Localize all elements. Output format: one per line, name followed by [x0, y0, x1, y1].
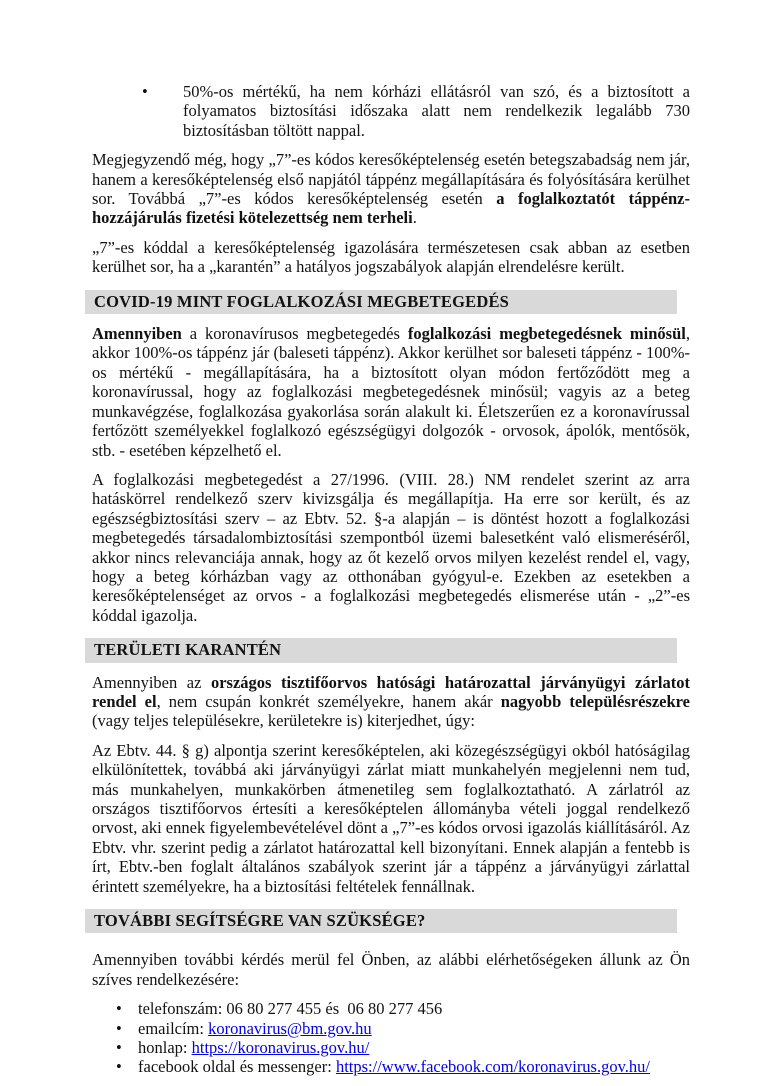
list-item-phone [92, 999, 690, 1018]
list-item-website [92, 1038, 690, 1057]
paragraph-ebtv-44 [92, 741, 690, 896]
section-header-covid-foglalkozasi: COVID-19 MINT FOGLALKOZÁSI MEGBETEGEDÉS [85, 290, 677, 314]
bullet-marker: • [116, 1018, 122, 1038]
text-segment: Az Ebtv. 44. § g) alpontja szerint keresőképtelen, aki közegészségügyi okból hatóságilag elkülönítettek, továbbá aki járványügyi zárlat miatt munkahelyén megjelenni nem tud, más munkahelyen, munkakörben átmenetileg sem foglalkoztatható. A zárlatról az országos tisztifőorvos értesíti a keresőképtelen állományba vételi joggal rendelkező orvost, aki ennek figyelembevételével dönt a „7”-es kódos orvosi igazolás kiállításáról. Az Ebtv. vhr. szerint pedig a zárlatot határozattal kell bizonyítani. Ennek alapján a fentebb is írt, Ebtv.-ben foglalt általános szabályok szerint jár a táppénz a járványügyi zárlattal érintett személyekre, ha a biztosítási feltételek fennállnak. [92, 740, 690, 896]
text-segment: . [412, 208, 417, 228]
text-segment: foglalkozási megbetegedésnek minősül [407, 324, 686, 344]
paragraph-amennyiben-koronavirusos [92, 324, 690, 460]
contact-list [92, 999, 690, 1077]
text-segment: Amennyiben az [92, 672, 211, 692]
paragraph-foglalkozasi-megbetegedest [92, 470, 690, 625]
bullet-marker: • [116, 999, 122, 1019]
paragraph-hetes-koddal [92, 238, 690, 277]
text-segment: , nem csupán konkrét személyekre, hanem akár [156, 691, 501, 711]
hyperlink[interactable]: https://koronavirus.gov.hu/ [191, 1038, 370, 1058]
text-segment: telefonszám: 06 80 277 455 és 06 80 277 456 [138, 999, 443, 1019]
hyperlink[interactable]: https://www.facebook.com/koronavirus.gov.hu/ [335, 1057, 650, 1077]
text-segment: honlap: [138, 1038, 192, 1058]
paragraph-megjegyzendo [92, 150, 690, 228]
paragraph-amennyiben-orszagos [92, 673, 690, 731]
list-item-facebook [92, 1057, 690, 1076]
text-segment: „7”-es kóddal a keresőképtelenség igazolására természetesen csak abban az esetben kerülhet sor, ha a „karantén” a hatályos jogszabályok alapján elrendelésre került. [92, 237, 690, 277]
bullet-marker: • [116, 1038, 122, 1058]
paragraph-tovabbi-kerdes [92, 950, 690, 989]
text-segment: Amennyiben [92, 324, 182, 344]
text-segment: Amennyiben további kérdés merül fel Önben, az alábbi elérhetőségeken állunk az Ön szíves rendelkezésére: [92, 950, 690, 989]
text-segment: Megjegyzendő még, hogy „7”-es kódos keresőképtelenség esetén betegszabadság nem jár, hanem a keresőképtelenség első napjától táppénz megállapítására és folyósítására kerülhet sor. Továbbá „7”-es kódos keresőképtelenség esetén [92, 150, 690, 209]
list-item-text [138, 1038, 690, 1057]
list-item [92, 82, 690, 140]
text-segment: emailcím: [138, 1018, 209, 1038]
document-content [92, 82, 690, 1077]
list-item-text [183, 82, 690, 140]
section-header-teruleti-karanten: TERÜLETI KARANTÉN [85, 638, 677, 662]
list-item-text [138, 999, 690, 1018]
list-item-email [92, 1019, 690, 1038]
text-segment: nagyobb településrészekre [500, 691, 690, 711]
text-segment: (vagy teljes településekre, kerületekre is) kiterjedhet, úgy: [92, 711, 476, 731]
text-segment: A foglalkozási megbetegedést a 27/1996. (VIII. 28.) NM rendelet szerint az arra hatáskörrel rendelkező szerv kivizsgálja és megállapítja. Ha erre sor került, és az egészségbiztosítási szerv – az Ebtv. 52. §-a alapján – is döntést hozott a foglalkozási megbetegedés társadalombiztosítási szempontból üzemi balesetként való elismeréséről, akkor nincs relevanciája annak, hogy az őt kezelő orvos milyen kezelést rendel el, vagy, hogy a beteg kórházban vagy az otthonában gyógyul-e. Ezekben az esetekben a keresőképtelenséget az orvos - a foglalkozási megbetegedés elismerése után - „2”-es kóddal igazolja. [92, 469, 690, 625]
text-segment: a koronavírusos megbetegedés [181, 324, 408, 344]
list-item-text [138, 1057, 690, 1076]
text-segment: , akkor 100%-os táppénz jár (baleseti táppénz). Akkor kerülhet sor baleseti táppénz - 100%-os mértékű - megállapítására, ha a biztosított olyan módon fertőződött meg a koronavírussal, hogy az foglalkozási megbetegedésnek minősül; vagyis az a beteg munkavégzése, foglalkozása gyakorlása során alakult ki. Életszerűen ez a koronavírussal fertőzött személyekkel foglalkozó egészségügyi dolgozók - orvosok, ápolók, mentősök, stb. - esetében képzelhető el. [92, 324, 690, 460]
text-segment: országos tisztifőorvos hatósági határozattal járványügyi zárlatot rendel el [92, 672, 690, 711]
text-segment: a foglalkoztatót táppénz-hozzájárulás fizetési kötelezettség nem terheli [92, 189, 690, 228]
section-header-tovabbi-segitseg: TOVÁBBI SEGÍTSÉGRE VAN SZÜKSÉGE? [85, 909, 677, 933]
bullet-marker: • [116, 1057, 122, 1077]
text-segment: facebook oldal és messenger: [138, 1057, 336, 1077]
list-item-text [138, 1019, 690, 1038]
bullet-marker: • [142, 82, 148, 101]
text-segment: 50%-os mértékű, ha nem kórházi ellátásról van szó, és a biztosított a folyamatos biztosítási időszaka alatt nem rendelkezik legalább 730 biztosításban töltött nappal. [183, 82, 690, 140]
hyperlink[interactable]: koronavirus@bm.gov.hu [208, 1018, 372, 1038]
